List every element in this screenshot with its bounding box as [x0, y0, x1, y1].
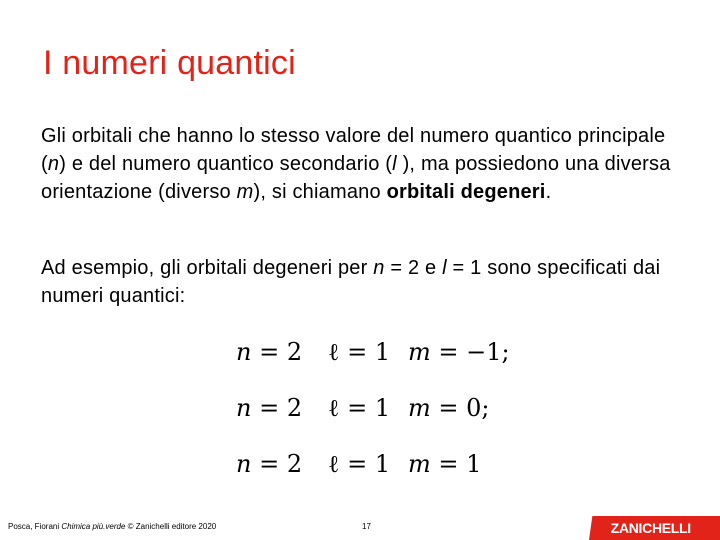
paragraph-definition: [41, 122, 681, 206]
text: = 2 e: [384, 257, 443, 279]
text: = 1 sono specificati dai numeri quantici:: [41, 257, 661, 307]
footer-credits: [8, 522, 216, 531]
text: Gli orbitali che hanno lo stesso valore del numero quantico principale (: [41, 125, 666, 175]
footer-book: Chimica più.verde: [61, 522, 126, 531]
var-l: l: [442, 257, 447, 279]
text: .: [545, 181, 552, 203]
publisher-logo: [589, 516, 720, 540]
footer-authors: Posca, Fiorani: [8, 522, 62, 531]
eq-m: m = 0;: [408, 394, 490, 422]
logo-text: ZANICHELLI: [610, 520, 691, 536]
slide-title: I numeri quantici: [43, 44, 296, 82]
var-m: m: [236, 181, 254, 203]
paragraph-example: [41, 254, 681, 310]
text: ) e del numero quantico secondario (: [59, 153, 393, 175]
text: Ad esempio, gli orbitali degeneri per: [41, 257, 374, 279]
var-n: n: [373, 257, 385, 279]
var-l: l: [392, 153, 397, 175]
footer-publisher: © Zanichelli editore 2020: [125, 522, 217, 531]
eq-m: m = 1: [408, 450, 482, 478]
eq-l: ℓ = 1: [328, 394, 391, 422]
eq-l: ℓ = 1: [328, 450, 391, 478]
page-number: 17: [362, 522, 371, 531]
eq-n: n = 2: [236, 450, 303, 478]
var-n: n: [47, 153, 60, 175]
eq-m: m = −1;: [408, 338, 510, 366]
term-degenerate-orbitals: orbitali degeneri: [386, 181, 546, 203]
text: ), ma possiedono una diversa orientazione (diverso: [41, 153, 671, 203]
eq-n: n = 2: [236, 338, 303, 366]
eq-l: ℓ = 1: [328, 338, 391, 366]
eq-n: n = 2: [236, 394, 303, 422]
text: ), si chiamano: [253, 181, 387, 203]
